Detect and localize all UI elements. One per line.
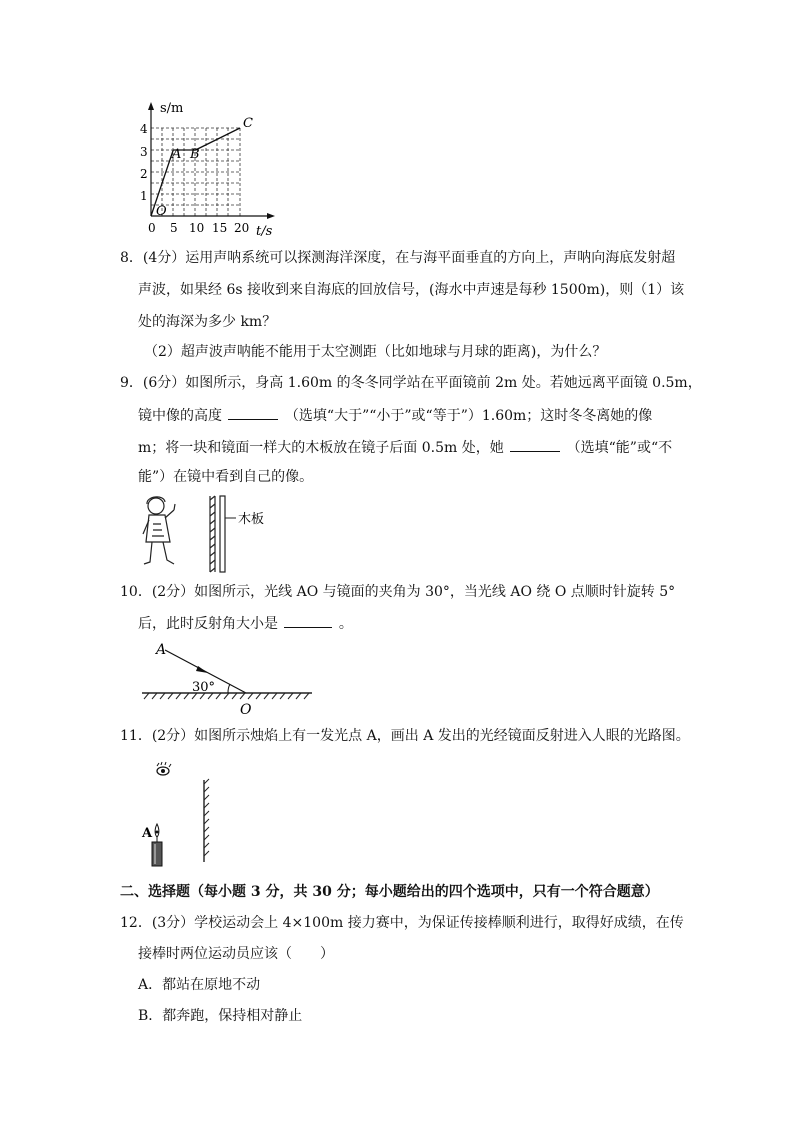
- q8-line-1: 8．(4分）运用声呐系统可以探测海洋深度，在与海平面垂直的方向上，声呐向海底发射超: [120, 250, 676, 266]
- origin-label: O: [156, 204, 167, 219]
- x-axis-label: t/s: [256, 224, 273, 236]
- board-label: 木板: [238, 512, 265, 527]
- q9-blank-2[interactable]: [510, 437, 560, 452]
- label-a: A: [156, 642, 167, 658]
- y-axis-label: s/m: [160, 101, 184, 116]
- label-angle: 30°: [192, 680, 216, 695]
- point-label-c: C: [243, 116, 253, 131]
- q9-line-2b: （选填“大于”“小于”或“等于”）1.60m；这时冬冬离她的像: [284, 408, 653, 424]
- y-axis-arrow: [148, 102, 154, 110]
- x-tick-0: 0: [148, 221, 156, 235]
- q12-line-2: 接棒时两位运动员应该（ ）: [138, 946, 334, 962]
- x-tick-15: 15: [212, 221, 228, 235]
- q9-line-4: 能”）在镜中看到自己的像。: [138, 469, 314, 485]
- section-2-title: 二、选择题（每小题 3 分，共 30 分；每小题给出的四个选项中，只有一个符合题意）: [120, 884, 659, 900]
- q10-blank[interactable]: [284, 613, 332, 628]
- q9-line-3: [138, 437, 672, 458]
- q11-figure: [138, 758, 228, 870]
- q10-line-2: [138, 613, 353, 634]
- label-o: O: [240, 702, 252, 716]
- wood-board: [220, 496, 225, 572]
- light-point-a: [156, 831, 159, 834]
- st-graph: [130, 96, 290, 236]
- q9-line-2: [138, 405, 652, 426]
- y-tick-2: 2: [140, 167, 148, 181]
- point-label-b: B: [190, 147, 200, 162]
- girl-figure: [143, 497, 175, 564]
- q12-option-a[interactable]: A．都站在原地不动: [138, 977, 261, 993]
- q12-line-1: 12．(3分）学校运动会上 4×100m 接力赛中，为保证传接棒顺利进行，取得好成绩，在传: [120, 915, 684, 931]
- mirror-surface-q11: [204, 779, 209, 862]
- mirror-surface: [210, 496, 215, 572]
- candle-icon: [152, 824, 162, 866]
- q10-figure: [140, 636, 320, 716]
- point-label-a: A: [172, 147, 182, 162]
- angle-arc: [228, 684, 230, 693]
- x-tick-20: 20: [234, 221, 250, 235]
- eye-icon: [157, 762, 171, 775]
- y-tick-4: 4: [140, 122, 148, 136]
- x-tick-5: 5: [170, 221, 178, 235]
- q9-line-2a: 镜中像的高度: [138, 408, 222, 424]
- q10-line-2a: 后，此时反射角大小是: [138, 616, 278, 632]
- y-tick-1: 1: [140, 189, 148, 203]
- x-tick-10: 10: [189, 221, 205, 235]
- x-axis-arrow: [267, 213, 275, 219]
- q11-line-1: 11．(2分）如图所示烛焰上有一发光点 A，画出 A 发出的光经镜面反射进入人眼的光路图。: [120, 728, 690, 744]
- label-a-q11: A: [142, 826, 153, 841]
- mirror-surface-q10: [142, 693, 312, 699]
- q9-line-3b: （选填“能”或“不: [566, 440, 673, 456]
- q9-line-3a: m；将一块和镜面一样大的木板放在镜子后面 0.5m 处，她: [138, 440, 504, 456]
- y-tick-3: 3: [140, 145, 148, 159]
- q9-line-1: 9．(6分）如图所示，身高 1.60m 的冬冬同学站在平面镜前 2m 处。若她远离平面镜 0.5m，: [120, 375, 702, 391]
- graph-grid: [151, 128, 240, 216]
- q8-line-2: 声波，如果经 6s 接收到来自海底的回放信号，(海水中声速是每秒 1500m)，则（1）该: [138, 282, 685, 298]
- q8-line-3: 处的海深为多少 km？: [138, 314, 277, 330]
- q10-line-2b: 。: [338, 616, 353, 632]
- ray-arrow: [196, 666, 208, 673]
- q10-line-1: 10．(2分）如图所示，光线 AO 与镜面的夹角为 30°，当光线 AO 绕 O 点顺时针旋转 5°: [120, 584, 676, 600]
- q12-option-b[interactable]: B．都奔跑，保持相对静止: [138, 1008, 303, 1024]
- q8-line-4: （2）超声波声呐能不能用于太空测距（比如地球与月球的距离)，为什么？: [144, 344, 607, 360]
- q9-blank-1[interactable]: [228, 405, 278, 420]
- q9-figure: [134, 494, 284, 576]
